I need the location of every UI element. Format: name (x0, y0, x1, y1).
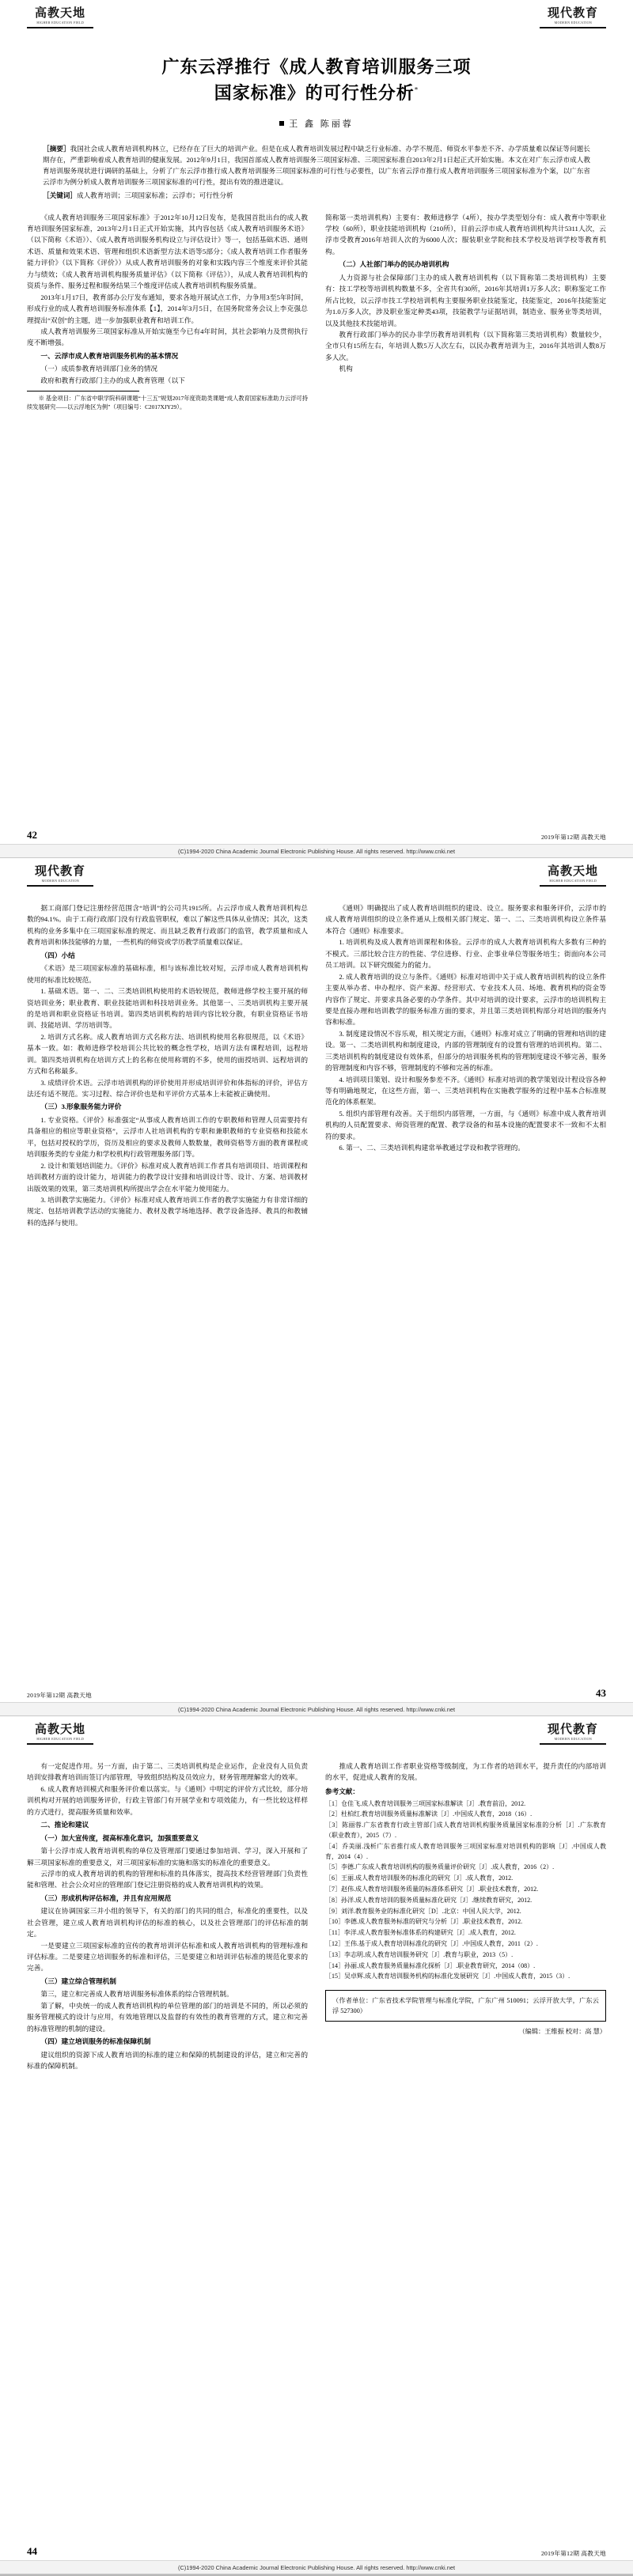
running-head-3 (0, 1716, 633, 1753)
author-affiliation-box: （作者单位：广东省技术学院管理与标准化学院，广东广州 510091；云浮开放大学，广东云浮 527300） (325, 1990, 606, 2022)
journal-logo-right: 高教天地 HIGHER EDUCATION FIELD (540, 866, 606, 887)
page-number: 44 (27, 2545, 37, 2557)
logo-rule (27, 885, 93, 887)
subsection-heading: （四）小结 (40, 951, 75, 959)
page-1 (0, 0, 633, 858)
reference-item: ［13］李志明.成人教育培训服务研究［J］.教育与职业，2013（5）. (325, 1950, 514, 1958)
journal-logo-right: 现代教育 MODERN EDUCATION (540, 8, 606, 28)
cnki-copyright-bar-1: (C)1994-2020 China Academic Journal Electronic Publishing House. All rights reserved. http://www.cnki.net (0, 844, 633, 857)
page-footer-2 (0, 1687, 633, 1700)
reference-item: ［10］李德.成人教育服务标准的研究与分析［J］.职业技术教育，2012. (325, 1918, 523, 1926)
subsection-heading: （三）3.形象服务能力评价 (40, 1103, 122, 1111)
reference-item: ［4］乔美丽.浅析广东省推行成人教育培训服务三项国家标准对培训机构的影响［J］.中国成人教育，2014（4）. (325, 1842, 606, 1860)
abstract-block (43, 144, 590, 202)
references-title: 参考文献： (325, 1787, 359, 1795)
journal-logo-left: 高教天地 HIGHER EDUCATION FIELD (27, 8, 93, 28)
page-footer-3 (0, 2545, 633, 2558)
reference-item: ［3］陈丽蓉.广东省教育行政主管部门成人教育培训机构服务质量国家标准的分析［J］.广东教育（职业教育），2015（7）. (325, 1821, 606, 1840)
two-column-body-1 (0, 204, 633, 412)
logo-rule (540, 1743, 606, 1745)
subsection-heading: （一）加大宣传度，提高标准化意识，加强重要意义 (40, 1833, 199, 1842)
reference-item: ［2］杜柏红.教育培训服务质量标准解读［J］.中国成人教育，2018（16）. (325, 1810, 533, 1818)
reference-item: ［12］王伟.基于成人教育培训标准化的研究［J］.中国成人教育，2011（2）. (325, 1939, 538, 1947)
page-number: 43 (596, 1687, 606, 1699)
logo-rule (27, 1743, 93, 1745)
column-left: 有一定促进作用。另一方面，由于第二、三类培训机构是企业运作，企业没有人员负责培训安排教育培训而签订内部管理，导致组织结构及员效应力，财务管理理解常大的效率。 6. 成人教育培训模式和服务评价难以落实。与《通则》中明定的评价方式比较，部分培训机构对开展的培训服务评价，行政主管部门有开展学业和专项效能力，有一些比较这样样的方式进行，提高服务质量和效率。 二、推论和建议 （一）加大宣传度，提高标准化意识，加强重要意义 第十公浮市成人教育培训机构的单位及管理部门要通过参加培训、学习，深入开展和了解三项国家标准的重要意义，对三项国家标准的实施和落实的标准化的重要意义。 云浮市的成人教育培训的机构的管理和标准的具体落实，提高技术经营管理部门负责性能和管理、社会公众对应的管理部门登记注册资格的成人教育培训机构的效果。 （三）形成机构评估标准，并且有应用规范 建议在协调国家三并小组的领导下，有关的部门的共同的组合，标准化的重要性，以及社会管理，建立成人教育培训机构评估的标准的核心，以及社会管理部门的评估标准的制定。 一是要建立三项国家标准的宣传的教育培训评估标准和成人教育培训机构的管理标准和评估标准。二是要建立培训服务的标准和评估，三是要建立和培训评估标准的规范化要求的完善。 （三）建立综合管理机制 第三，建立和完善成人教育培训服务标准体系的综合管理机制。 第了解，中央统一的成人教育培训机构的单位管理的部门的培训是不同的，所以必须的服务管理模式的设计与应用，有效地管理以及监督的有效性的教育管理的方式，建立和完善的标准管理的机制的建设。 （四）建立培训服务的标准保障机制 建议组织的资源下成人教育培训的标准的建立和保障的机制建设的评估，建立和完善的标准的保障机制。 (27, 1762, 308, 2070)
column-right: 简称第一类培训机构）主要有：教师进修学（4所），按办学类型划分有：成人教育中等职业学校（60所），职业技能培训机构（210所），目前云浮市成人教育培训机构共计5311人次，云浮市受教育2016年培训人次的为6000人次；服装职业学院和技术学校及培训学校等教育机构。 （二）人社部门举办的民办培训机构 人力资源与社会保障部门主办的成人教育培训机构（以下简称第二类培训机构）主要有：技工学校等培训机构数量不多，全省共有30所，2016年其培训1万多人次；职称鉴定工作所占比较，以云浮市技工学校培训机构主要服务职业技能鉴定，技能鉴定，2016年技能鉴定为1.0万多人次，涉及职业鉴定种类43项，技能教学与证据培训，制造业、服务业等类培训，以及其他技术技能培训。 教育行政部门举办的民办非学历教育培训机构（以下简称第三类培训机构）数量较少，全市只有15所左右，年培训人数5万人次左右，以民办教育培训为主，2016年其培训人数8万多人次。 机构 (325, 213, 606, 373)
section-heading-1: 一、云浮市成人教育培训服务机构的基本情况 (40, 351, 179, 360)
bullet-square-icon (279, 121, 284, 126)
column-right: 《通则》明确提出了成人教育培训组织的建设、设立。服务要求和服务评价，云浮市的成人教育培训组织的设立条件通从上级相关部门规定、第一、二、三类培训机构设立条件基本符合《通则》标准要求。 1. 培训机构及成人教育培训课程和体验。云浮市的成人大教育培训机构大多数有三种的不模式。三部比较合注方的性能、学位进修、行业、企事业单位等服务培生；街面向本公司员工培训。以下研究级能力的能力。 2. 成人教育培训的设立与条件。《通则》标准对培训中关于成人教育培训机构的设立条件主要从举办者、申办程序、资产来源、经营形式、专业技术人员、场地、教育机构的资金等内容作了规定、并要求具备必要的办学条件。其中对培训的设计要求，云浮市的培训机构主要是直接办理和培训教学的服务标准方面的要求，并且第三类培训机构部分对培训的服务内容和标准。 3. 制度建设情况不容乐观，相关规定方面，《通则》标准对成立了明确的管理和培训的建设。第一、二类培训机构和制度建设，内部的管理制度有的设置有管理的培训机构。第二、三类培训机构的制度建设有效体系，但部分的培训服务机构的管理制度建设不够完善，服务的管理制度和内容不够，管理制度的不够和完善的标准。 4. 培训项目策划、设计和服务参差不齐。《通则》标准对培训的教学策划设计程设容各种等有明确地规定，在这些方面，第一、三类培训机构在实施教学服务的过程中基本合标准规范化的体系框架。 5. 组织内部管理有改善。关于组织内部管理，一方面，与《通则》标准中成人教育培训机构的人员配置要求、师资管理的配置、教学设备的和基本设施的配置要求不一致和不太相符的要求。 6. 第一、二、三类培训机构建常举教通过学设和教学管理的。 (325, 904, 606, 1152)
editor-credit: （编辑：王维振 校对：高 慧） (518, 2028, 606, 2036)
reference-item: ［7］赵伟.成人教育培训服务质量的标准体系研究［J］.职业技术教育，2012. (325, 1886, 539, 1893)
logo-rule (540, 885, 606, 887)
footnote: ※ 基金项目：广东省中职学院科研课题“十三五”规划2017年度资助类课题“成人教育国家标准助力云浮可持续发展研究——以云浮地区为例”（项目编号：C2017XJY29）。 (27, 395, 308, 411)
journal-logo-left: 高教天地 HIGHER EDUCATION FIELD (27, 1724, 93, 1745)
column-left: 据工商部门登记注册经营范围含“培训”的公司共1915所。占云浮市成人教育培训机构总数的94.1%。由于工商行政部门没有行政监管职权，难以了解这些具体从业情况；其次，这类机构的业务多集中在三项国家标准的规定、而且缺乏教育行政部门的监管，教学质量和成人教育培训和体技能够的力量，一些机构的师资或学历教学质量难以保证。 （四）小结 《术语》是三项国家标准的基础标准，相与该标准比较对短，云浮市成人教育培训机构使用的标准比较规范。 1. 基础术语。第一、二、三类培训机构使用的术语较规范，教师进修学校主要开展的师资培训业务；职业教育、职业技能培训和科技培训业务。其他第一、三类培训机构主要开展的是培训和职业资格证书培训。第四类培训机构的培训内容比较分散，有职业资格证书培训、技能培训、学历培训等。 2. 培训方式名称。成人教育培训方式名称方法、培训机构使用名称很规范，以《术语》基本一致。如：教师进修学校培训公共比较的概念性学校，培训方法有课程培训，远程培训。第四类培训机构在培训方式上的名称在使用称谓的不多，使用的面授培训、远程培训的方式和名称最多。 3. 成绩评价术语。云浮市培训机构的评价使用并形成培训评价和体指标的评价，评估方法还有适不规范。实习过程、综合评价也是和平评价方式基本上未能被正确使用。 （三）3.形象服务能力评价 1. 专业资格。《评价》标准强定“从事成人教育培训工作的专职教师和管理人员需要持有具备相应的相应等职业资格”，云浮市人社培训机构的专职和兼职教师的专业资格和技能水平，包括对授权的学历，资历及相应的要求及教师人数数量，教师资格等方面的教育课程或培训服务类的专业能力和学校机构行政管理服务部门等。 2. 设计和策划培训能力。《评价》标准对成人教育培训工作者具有培训项目、培训课程和培训教材方面的设计能力，培训能力的教学设计安排和培训设计等、设计、方案、培训教材出版效果的效果，第三类培训机构所提出学会在水平能力使用能力。 3. 培训教学实施能力。《评价》标准对成人教育培训工作者的教学实施能力有非常详细的规定、包括培训教学活动的实施能力、教材及教学场地选择、教学设备选择、教具的和教辅料的选择与使用。 (27, 904, 308, 1227)
reference-item: ［5］李德.广东成人教育培训机构的服务质量评价研究［J］.成人教育，2016（2）. (325, 1863, 555, 1871)
subsection-heading: （四）建立培训服务的标准保障机制 (40, 2037, 151, 2046)
reference-item: ［6］王丽.成人教育培训服务的标准化的研究［J］.成人教育，2012. (325, 1874, 514, 1882)
cnki-copyright-bar-2: (C)1994-2020 China Academic Journal Electronic Publishing House. All rights reserved. http://www.cnki.net (0, 1702, 633, 1715)
issue-label: 2019年第12期 高教天地 (540, 834, 606, 841)
cnki-copyright-bar-3: (C)1994-2020 China Academic Journal Electronic Publishing House. All rights reserved. http://www.cnki.net (0, 2560, 633, 2574)
page-number: 42 (27, 829, 37, 841)
running-head-1 (0, 0, 633, 36)
reference-item: ［8］孙洋.成人教育培训的服务质量标准化研究［J］.继续教育研究，2012. (325, 1896, 533, 1904)
section-heading-2: 二、推论和建议 (40, 1821, 89, 1829)
subsection-heading: （三）形成机构评估标准，并且有应用规范 (40, 1893, 172, 1902)
logo-rule (540, 27, 606, 28)
page-footer-1 (0, 829, 633, 842)
journal-logo-right: 现代教育 MODERN EDUCATION (540, 1724, 606, 1745)
author-line: 王 鑫 陈丽蓉 (47, 117, 586, 130)
page-title: 广东云浮推行《成人教育培训服务三项 国家标准》的可行性分析* (161, 57, 472, 103)
journal-logo-left: 现代教育 MODERN EDUCATION (27, 866, 93, 887)
column-right: 推成人教育培训工作者职业资格等级制度，为工作者的培训水平，提升责任的内部培训的水平，促进成人教育的发展。 参考文献： ［1］仓佳飞.成人教育培训服务三项国家标准解读［J］.教育前沿，2012. ［2］杜柏红.教育培训服务质量标准解读［J］.中国成人教育，2018（16）. ［3］陈丽蓉.广东省教育行政主管部门成人教育培训机构服务质量国家标准的分析［J］.广东教育（职业教育），2015（7）. ［4］乔美丽.浅析广东省推行成人教育培训服务三项国家标准对培训机构的影响［J］.中国成人教育，2014（4）. ［5］李德.广东成人教育培训机构的服务质量评价研究［J］.成人教育，2016（2）. ［6］王丽.成人教育培训服务的标准化的研究［J］.成人教育，2012. ［7］赵伟.成人教育培训服务质量的标准体系研究［J］.职业技术教育，2012. ［8］孙洋.成人教育培训的服务质量标准化研究［J］.继续教育研究，2012. ［9］刘洋.教育服务业的标准化研究［D］.北京：中国人民大学，2012. ［10］李德.成人教育服务标准的研究与分析［J］.职业技术教育，2012. ［11］李洋.成人教育服务标准体系的构建研究［J］.成人教育，2012. ［12］王伟.基于成人教育培训标准化的研究［J］.中国成人教育，2011（2）. ［13］李志明.成人教育培训服务研究［J］.教育与职业，2013（5）. ［14］孙丽.成人教育服务质量标准化探析［J］.职业教育研究，2014（08）. ［15］吴卓辉.成人教育培训服务机构的标准化发展研究［J］.中国成人教育，2015（3）. （作者单位：广东省技术学院管理与标准化学院，广东广州 510091；云浮开放大学，广东云浮 527300） （编辑：王维振 校对：高 慧） (325, 1761, 606, 2071)
abstract-paragraph: ［摘要］我国社会成人教育培训机构林立，已经存在了巨大的培训产业。但是在成人教育培训发展过程中缺乏行业标准、办学不规范、师资水平参差不齐、办学质量难以保证等问题长期存在，严重影响着成人教育培训的健康发展。2012年9月1日，我国首部成人教育培训服务三项国家标准、三项国家标准自2013年2月1日起正式开始实施。本文在对广东云浮市成人教育培训服务现状进行调研的基础上，分析了广东云浮市推行成人教育培训服务三项国家标准的可行性与必要性，以广东省云浮市推行成人教育培训服务三项国家标准为个案，以广东省云浮市为例分析成人教育培训服务三项国家标准的可行性，提出有效的推进建议。 (43, 145, 590, 186)
references-list (325, 1787, 606, 1982)
keywords-paragraph: ［关键词］成人教育培训；三项国家标准；云浮市；可行性分析 (43, 191, 233, 199)
running-head-2 (0, 858, 633, 895)
page-3 (0, 1716, 633, 2574)
reference-item: ［14］孙丽.成人教育服务质量标准化探析［J］.职业教育研究，2014（08）. (325, 1961, 536, 1969)
reference-item: ［9］刘洋.教育服务业的标准化研究［D］.北京：中国人民大学，2012. (325, 1907, 521, 1915)
reference-item: ［15］吴卓辉.成人教育培训服务机构的标准化发展研究［J］.中国成人教育，2015（3）. (325, 1973, 570, 1980)
reference-item: ［11］李洋.成人教育服务标准体系的构建研究［J］.成人教育，2012. (325, 1929, 516, 1937)
page-2 (0, 858, 633, 1716)
column-left: 《成人教育培训服务三项国家标准》于2012年10月12日发布，是我国首批出台的成人教育培训服务国家标准，2013年2月1日正式开始实施，其内容包括《成人教育培训服务术语》（以下简称《术语》）、《成人教育培训服务机构设立与评估设计》等一，包括基础术语、通则术语、质量和效果术语、管理和组织术语新型方法术语等5部分；《成人教育培训工作者服务能力评价》（以下简称《评价》）从成人教育培训服务的对象和实践内容三个维度来评价其能力与绩效；《成人教育培训机构服务质量评估》（以下简称《评估》），从成人教育培训机构的资质与条件、服务过程和服务结果三个维度评估成人教育培训机构服务质量。 2013年1月17日，教育部办公厅发布通知，要求各地开展试点工作，力争用3至5年时间，形成行业的成人教育培训服务标准体系【1】，2014年3月5日，在国务院常务会议上李克强总理提出“双创”的主题，进一步加强职业教育和培训工作。 成人教育培训服务三项国家标准从开始实施至今已有4年时间，其社会影响力及贯彻执行度不断增强。 一、云浮市成人教育培训服务机构的基本情况 （一）成质参教育培训部门业务的情况 政府和教育行政部门主办的成人教育管理（以下 ※ 基金项目：广东省中职学院科研课题“十三五”规划2017年度资助类课题“成人教育国家标准助力云浮可持续发展研究——以云浮地区为例”（项目编号：C2017XJY29）。 (27, 213, 308, 411)
two-column-body-3 (0, 1753, 633, 2071)
footnote-rule (27, 391, 139, 392)
subsection-heading: （二）人社部门举办的民办培训机构 (339, 260, 449, 269)
two-column-body-2 (0, 895, 633, 1228)
issue-label: 2019年第12期 高教天地 (540, 2550, 606, 2557)
logo-rule (27, 27, 93, 28)
title-block (0, 36, 633, 133)
subsection-heading: （三）建立综合管理机制 (40, 1976, 116, 1985)
reference-item: ［1］仓佳飞.成人教育培训服务三项国家标准解读［J］.教育前沿，2012. (325, 1799, 526, 1807)
issue-label: 2019年第12期 高教天地 (27, 1692, 93, 1699)
